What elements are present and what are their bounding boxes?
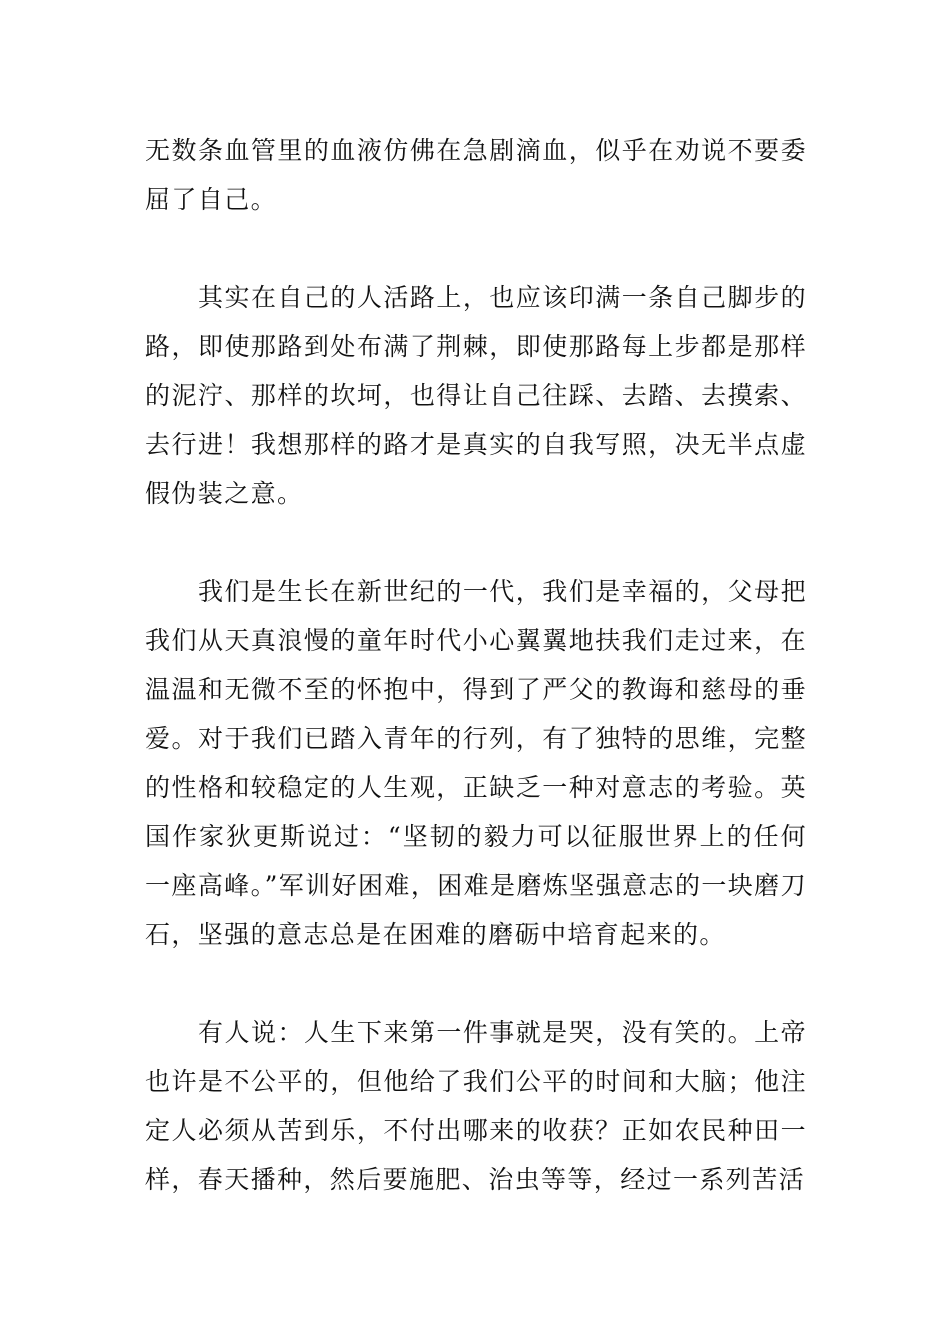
- document-body: [145, 126, 807, 1204]
- paragraph-gap: [145, 518, 807, 567]
- paragraph-2: 其实在自己的人活路上，也应该印满一条自己脚步的路，即使那路到处布满了荆棘，即使那路每上步都是那样的泥泞、那样的坎坷，也得让自己往踩、去踏、去摸索、去行进！我想那样的路才是真实的自我写照，决无半点虚假伪装之意。: [145, 283, 807, 508]
- paragraph-3: 我们是生长在新世纪的一代，我们是幸福的，父母把我们从天真浪慢的童年时代小心翼翼地扶我们走过来，在温温和无微不至的怀抱中，得到了严父的教诲和慈母的垂爱。对于我们已踏入青年的行列，有了独特的思维，完整的性格和较稳定的人生观，正缺乏一种对意志的考验。英国作家狄更斯说过：“坚韧的毅力可以征服世界上的任何一座高峰。”军训好困难，困难是磨炼坚强意志的一块磨刀石，坚强的意志总是在困难的磨砺中培育起来的。: [145, 577, 807, 949]
- paragraph-1: 无数条血管里的血液仿佛在急剧滴血，似乎在劝说不要委屈了自己。: [145, 136, 807, 214]
- paragraph-4: 有人说：人生下来第一件事就是哭，没有笑的。上帝也许是不公平的，但他给了我们公平的时间和大脑；他注定人必须从苦到乐，不付出哪来的收获？正如农民种田一样，春天播种，然后要施肥、治虫等等，经过一系列苦活: [145, 1018, 807, 1194]
- paragraph-gap: [145, 224, 807, 273]
- paragraph-gap: [145, 959, 807, 1008]
